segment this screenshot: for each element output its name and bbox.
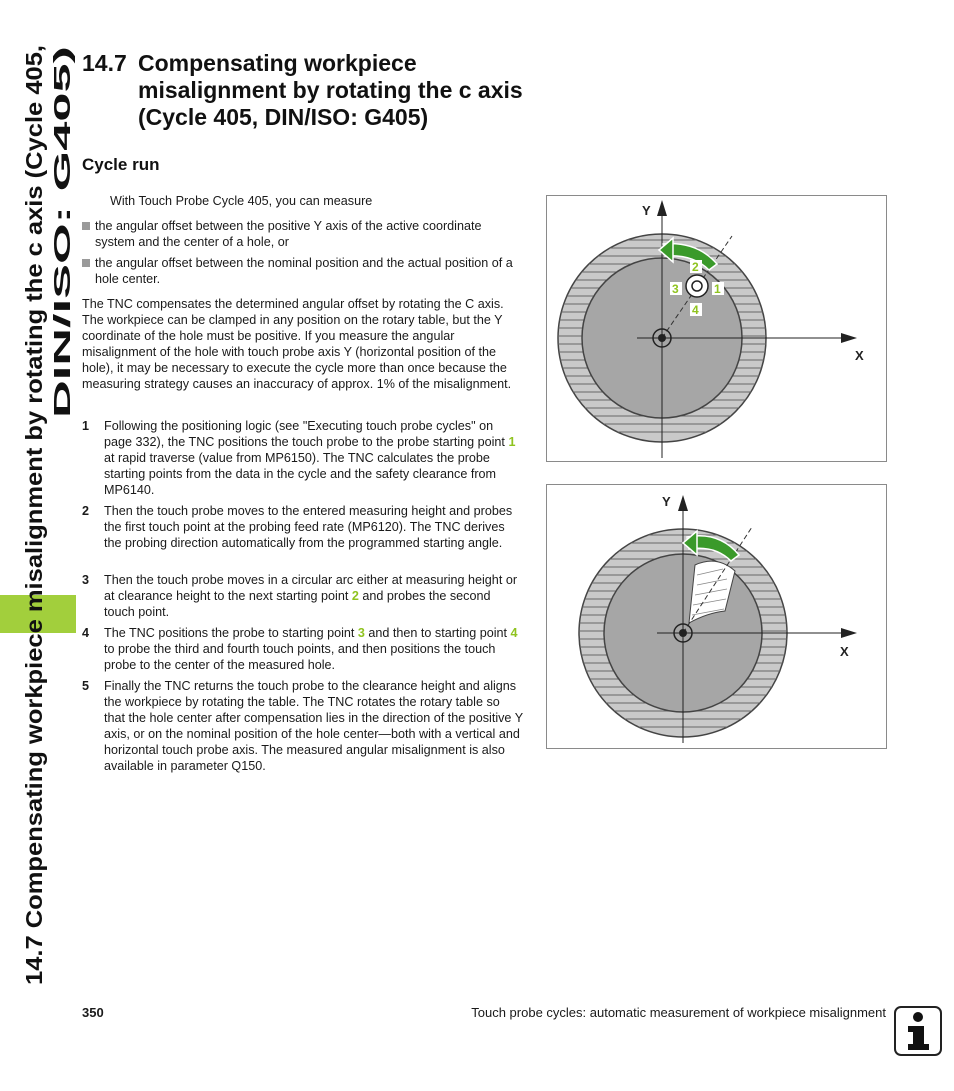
info-icon — [894, 1006, 942, 1056]
step-item: 1 Following the positioning logic (see "Executing touch probe cycles" on page 332), the TNC positions the touch probe to the probe starting point 1 at rapid traverse (value from MP6150). The TNC calculates the probe starting points from the data in the cycle and the safety clearance from MP6140. — [82, 419, 516, 498]
probe-point-1: 1 — [714, 282, 721, 296]
body-paragraph: The TNC compensates the determined angular offset by rotating the C axis. The workpiece can be clamped in any position on the rotary table, but the Y coordinate of the hole must be positive. If you measure the angular misalignment of the hole with touch probe axis Y (horizontal position of the hole), it may be necessary to execute the cycle more than once because the measuring strategy causes an inaccuracy of approx. 1% of the misalignment. — [82, 297, 512, 392]
step-item: 4 The TNC positions the probe to starting point 3 and then to starting point 4 to probe the third and fourth touch points, and then positions the touch probe to the center of the measured hole. — [82, 626, 518, 673]
intro-text: With Touch Probe Cycle 405, you can measure — [110, 194, 373, 208]
step-item: 5 Finally the TNC returns the touch probe to the clearance height and aligns the workpiece by rotating the table. The TNC rotates the rotary table so that the hole center after compensation lies in the direction of the positive Y axis, or on the nominal position of the hole center—both with a vertical and horizontal touch probe axis. The measured angular misalignment is also available in parameter Q150. — [82, 679, 523, 774]
point-highlight: 2 — [351, 589, 359, 604]
page-number: 350 — [82, 1005, 104, 1020]
y-axis-label: Y — [662, 494, 671, 509]
section-number: 14.7 — [82, 50, 127, 76]
bullet-item: the angular offset between the nominal position and the actual position of a hole center. — [82, 255, 522, 287]
side-title-line2: DIN/ISO: G405) — [49, 254, 75, 418]
point-highlight: 3 — [357, 626, 365, 640]
probe-point-3: 3 — [672, 282, 679, 296]
figure-probe-points — [546, 195, 887, 462]
side-chapter-title — [14, 28, 80, 988]
subheading-cycle-run: Cycle run — [82, 155, 160, 174]
x-axis-label: X — [855, 348, 864, 363]
probe-point-2: 2 — [692, 260, 699, 274]
probe-point-4: 4 — [692, 303, 699, 317]
step-item: 3 Then the touch probe moves in a circular arc either at measuring height or at clearance height to the next starting point 2 and probes the second touch point. — [82, 573, 518, 620]
point-highlight: 1 — [508, 435, 516, 450]
footer-chapter-text: Touch probe cycles: automatic measurement of workpiece misalignment — [471, 1005, 886, 1020]
x-axis-label: X — [840, 644, 849, 659]
bullet-item: the angular offset between the positive Y axis of the active coordinate system and the center of a hole, or — [82, 218, 522, 250]
step-item: 2 Then the touch probe moves to the entered measuring height and probes the first touch point at the probing feed rate (MP6120). The TNC derives the probing direction automatically from the programmed starting angle. — [82, 504, 513, 551]
bullet-square-icon — [82, 259, 90, 267]
section-heading — [82, 50, 542, 131]
figure-rotation-compensation — [546, 484, 887, 749]
side-title-line1: 14.7 Compensating workpiece misalignment by rotating the c axis (Cycle 405, — [21, 137, 47, 985]
y-axis-label: Y — [642, 203, 651, 218]
point-highlight: 4 — [510, 626, 518, 640]
bullet-square-icon — [82, 222, 90, 230]
section-title: Compensating workpiece misalignment by rotating the c axis (Cycle 405, DIN/ISO: G405) — [138, 50, 523, 130]
